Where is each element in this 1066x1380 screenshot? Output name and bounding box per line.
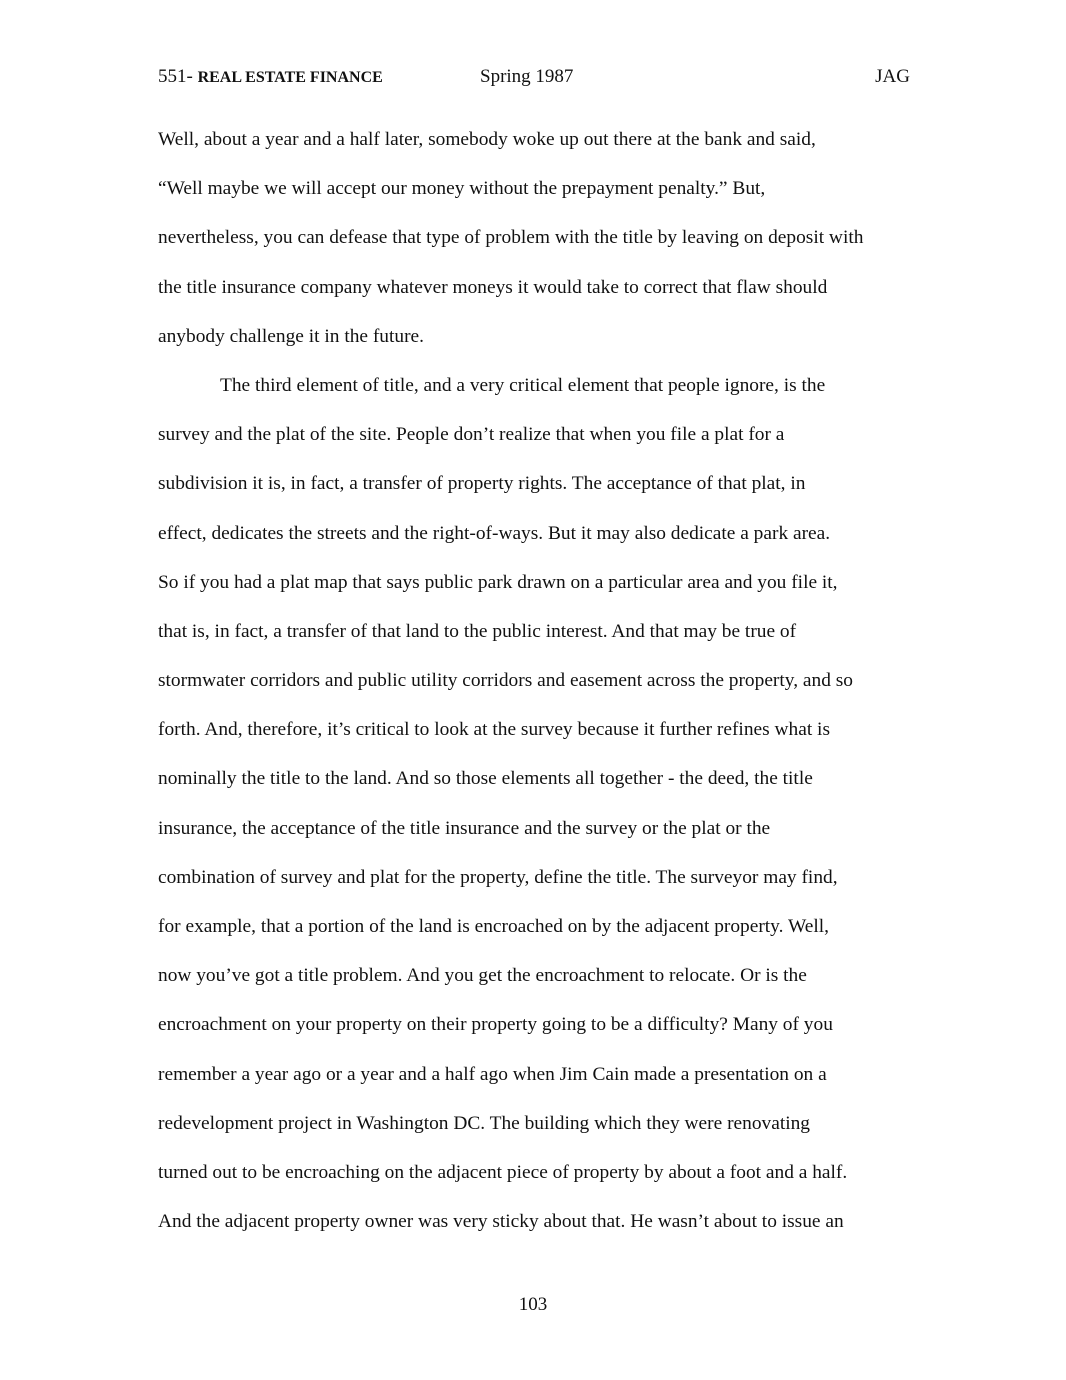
body-text — [158, 119, 918, 1250]
header-initials: JAG — [875, 66, 910, 87]
text-line: nevertheless, you can defease that type of problem with the title by leaving on deposit with — [158, 227, 864, 249]
text-line: for example, that a portion of the land is encroached on by the adjacent property. Well, — [158, 916, 829, 937]
header-term: Spring 1987 — [480, 66, 574, 87]
text-line: the title insurance company whatever moneys it would take to correct that flaw should — [158, 276, 828, 298]
course-title: REAL ESTATE FINANCE — [197, 69, 383, 86]
text-line: turned out to be encroaching on the adjacent piece of property by about a foot and a half. — [158, 1161, 848, 1183]
text-line: anybody challenge it in the future. — [158, 325, 424, 347]
text-line: combination of survey and plat for the property, define the title. The surveyor may find, — [158, 866, 838, 888]
page-number: 103 — [518, 1294, 548, 1315]
text-line: that is, in fact, a transfer of that land to the public interest. And that may be true of — [158, 620, 797, 642]
text-line: “Well maybe we will accept our money without the prepayment penalty.” But, — [158, 178, 766, 200]
text-line: survey and the plat of the site. People don’t realize that when you file a plat for a — [158, 424, 785, 446]
text-line: insurance, the acceptance of the title insurance and the survey or the plat or the — [158, 817, 771, 839]
text-line: now you’ve got a title problem. And you get the encroachment to relocate. Or is the — [158, 965, 807, 987]
text-line: Well, about a year and a half later, somebody woke up out there at the bank and said, — [158, 129, 816, 150]
paragraph-start-line: The third element of title, and a very critical element that people ignore, is the — [220, 374, 826, 396]
header-course — [158, 64, 383, 91]
text-line: And the adjacent property owner was very sticky about that. He wasn’t about to issue an — [158, 1211, 844, 1233]
text-line: nominally the title to the land. And so those elements all together - the deed, the title — [158, 768, 813, 790]
text-line: forth. And, therefore, it’s critical to look at the survey because it further refines what is — [158, 719, 830, 741]
text-line: redevelopment project in Washington DC. The building which they were renovating — [158, 1112, 810, 1134]
text-line: subdivision it is, in fact, a transfer of property rights. The acceptance of that plat, in — [158, 473, 806, 495]
text-line: encroachment on your property on their property going to be a difficulty? Many of you — [158, 1014, 833, 1036]
text-line: effect, dedicates the streets and the right-of-ways. But it may also dedicate a park area. — [158, 522, 831, 544]
text-line: remember a year ago or a year and a half ago when Jim Cain made a presentation on a — [158, 1063, 827, 1085]
text-line: stormwater corridors and public utility corridors and easement across the property, and so — [158, 670, 853, 692]
page-header — [158, 64, 910, 90]
text-line: So if you had a plat map that says public park drawn on a particular area and you file it, — [158, 571, 838, 593]
course-number: 551- — [158, 66, 198, 87]
